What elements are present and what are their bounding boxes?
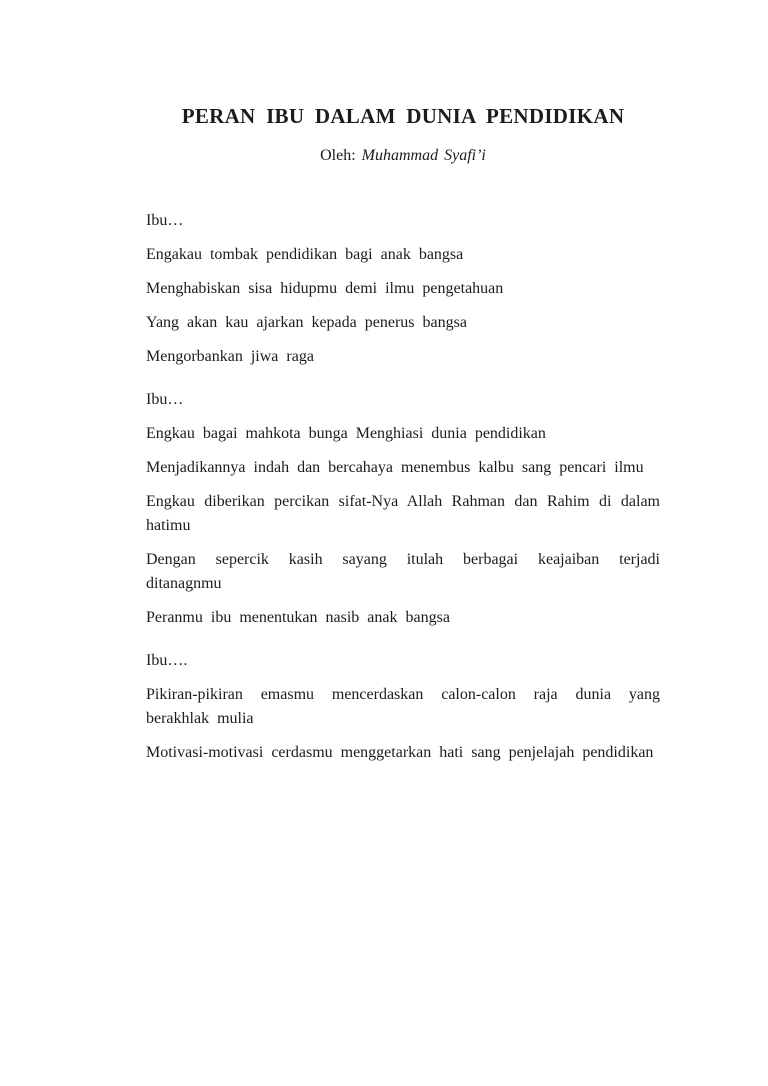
document-content — [146, 0, 660, 784]
poem-line: Motivasi-motivasi cerdasmu menggetarkan hati sang penjelajah pendidikan — [146, 744, 654, 761]
poem-line: Dengan sepercik kasih sayang itulah berbagai keajaiban terjadi ditanagnmu — [146, 551, 660, 592]
poem-body — [146, 209, 660, 765]
poem-line: Mengorbankan jiwa raga — [146, 348, 314, 365]
stanza-2 — [146, 388, 660, 630]
poem-line: Engakau tombak pendidikan bagi anak bangsa — [146, 246, 464, 263]
stanza-1 — [146, 209, 660, 369]
byline — [146, 145, 660, 167]
poem-line: Engkau bagai mahkota bunga Menghiasi dunia pendidikan — [146, 425, 546, 442]
poem-line: Menghabiskan sisa hidupmu demi ilmu pengetahuan — [146, 280, 504, 297]
stanza-3 — [146, 649, 660, 765]
poem-line: Ibu… — [146, 391, 184, 408]
poem-line: Ibu…. — [146, 652, 188, 669]
document-title: PERAN IBU DALAM DUNIA PENDIDIKAN — [181, 104, 625, 128]
poem-line: Pikiran-pikiran emasmu mencerdaskan calon-calon raja dunia yang berakhlak mulia — [146, 686, 660, 727]
poem-line: Yang akan kau ajarkan kepada penerus bangsa — [146, 314, 467, 331]
byline-prefix: Oleh: — [320, 147, 356, 164]
poem-line: Peranmu ibu menentukan nasib anak bangsa — [146, 609, 450, 626]
poem-line: Engkau diberikan percikan sifat-Nya Allah Rahman dan Rahim di dalam hatimu — [146, 493, 660, 534]
poem-line: Ibu… — [146, 212, 184, 229]
byline-author: Muhammad Syafi’i — [361, 147, 486, 164]
poem-line: Menjadikannya indah dan bercahaya menembus kalbu sang pencari ilmu — [146, 459, 644, 476]
